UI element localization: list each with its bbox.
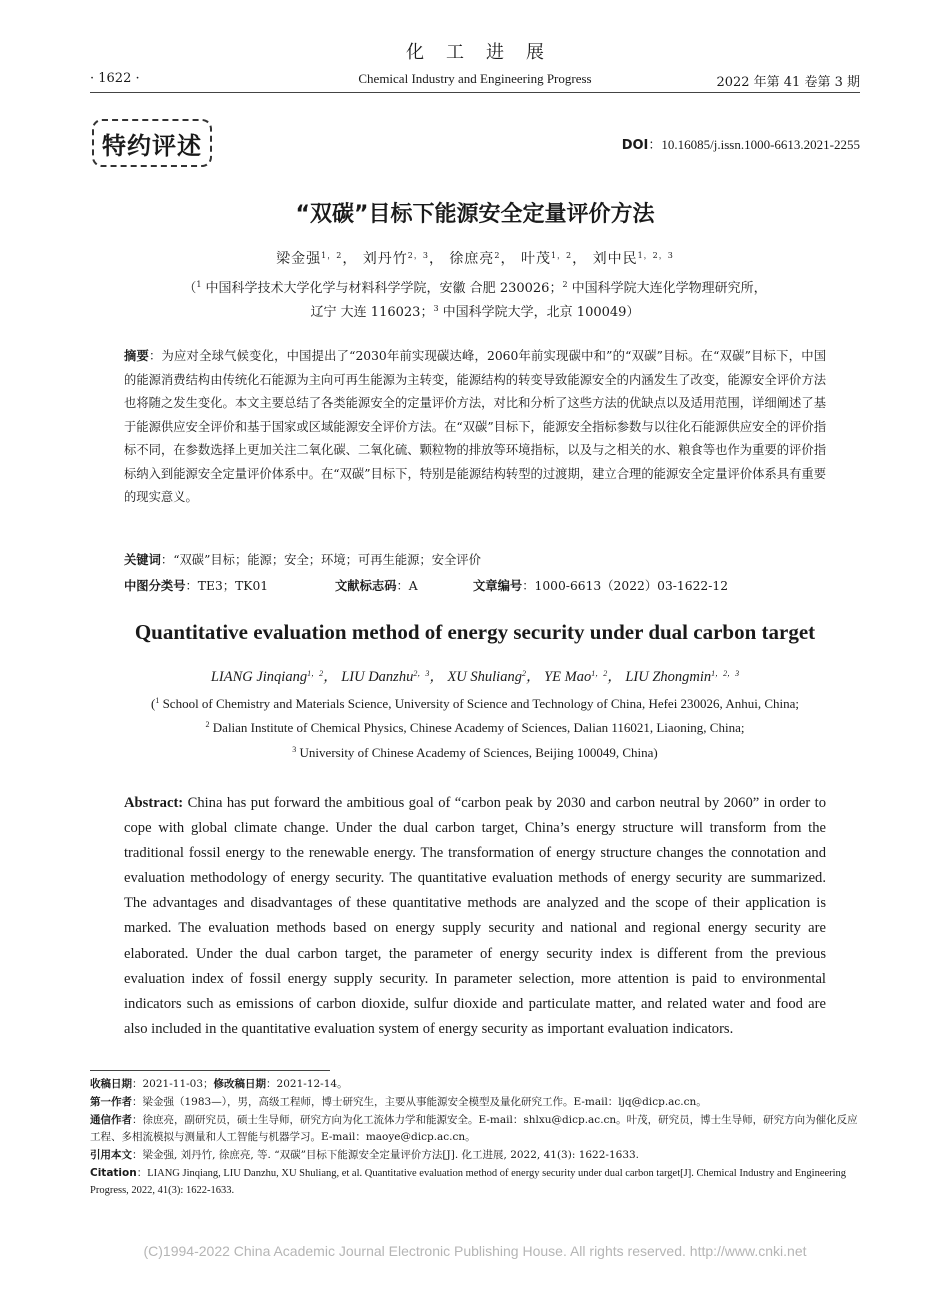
author-sup: 2，3 — [407, 251, 429, 260]
authors-cn — [0, 248, 950, 268]
first-author-label: 第一作者 — [90, 1096, 132, 1108]
author-sup: 1，2 — [307, 669, 324, 678]
affil-text: 辽宁 大连 116023； — [310, 305, 434, 320]
first-author-text: ：梁金强（1983—），男，高级工程师，博士研究生，主要从事能源安全模型及量化研究工作。E-mail：ljq@dicp.ac.cn。 — [132, 1096, 707, 1108]
abstract-cn — [124, 345, 826, 510]
affil-text: 中国科学院大连化学物理研究所， — [567, 281, 767, 296]
clc-label: 中图分类号 — [124, 579, 186, 593]
author-sep: ， — [342, 251, 358, 267]
author-name: 刘中民 — [592, 251, 638, 267]
author-name: 刘丹竹 — [362, 251, 408, 267]
footnote-rule — [90, 1070, 330, 1071]
affiliation-en-line-2 — [0, 720, 950, 736]
abstract-en-label: Abstract: — [124, 795, 184, 811]
document-code — [335, 576, 418, 594]
affil-text: 中国科学院大学，北京 100049） — [438, 305, 640, 320]
cite-cn-text: ：梁金强, 刘丹竹, 徐庶亮, 等. “双碳”目标下能源安全定量评价方法[J]. 化工进展, 2022, 41(3): 1622-1633. — [132, 1149, 640, 1161]
article-title-en: Quantitative evaluation method of energy security under dual carbon target — [134, 620, 816, 644]
affiliation-en-line-1 — [0, 696, 950, 712]
author-name-en: YE Mao — [544, 669, 592, 685]
column-badge: 特约评述 — [92, 119, 212, 167]
author-name: 徐庶亮 — [449, 251, 495, 267]
author-sup: 1，2 — [550, 251, 573, 260]
article-number — [473, 576, 728, 594]
corr-text: ：徐庶亮，副研究员，硕士生导师，研究方向为化工流体力学和能源安全。E-mail：shlxu@dicp.ac.cn。叶茂，研究员，博士生导师，研究方向为催化反应工程、多相流模拟与测量和人工智能与机器学习。E-mail：maoye@dicp.ac.cn。 — [90, 1114, 858, 1143]
cite-cn-label: 引用本文 — [90, 1149, 132, 1161]
revised-text: ：2021-12-14。 — [266, 1078, 348, 1090]
affiliation-cn-line-1 — [0, 277, 950, 296]
affil-sup: 3 — [433, 304, 439, 313]
footnote-dates — [90, 1076, 860, 1093]
footnote-first-author — [90, 1094, 860, 1111]
affil-sup: 1 — [196, 280, 202, 289]
issue-info: 2022 年第 41 卷第 3 期 — [716, 75, 860, 90]
affil-sup: 2 — [205, 720, 210, 729]
affil-text: School of Chemistry and Materials Science, University of Science and Technology of China, Hefei 230026, Anhui, China; — [159, 696, 800, 711]
affil-sup: 1 — [155, 696, 160, 705]
cite-en-text: ：LIANG Jinqiang, LIU Danzhu, XU Shuliang, et al. Quantitative evaluation method of energy security under dual carbon target[J]. Chemical Industry and Engineering Progress, 2022, 41(3): 1622-1633. — [90, 1168, 847, 1196]
author-sep: ， — [572, 251, 588, 267]
author-sep: ， — [607, 669, 622, 685]
author-sup: 1，2，3 — [711, 669, 740, 678]
author-sep: ， — [428, 251, 444, 267]
author-name-en: LIU Zhongmin — [625, 669, 712, 685]
author-sep: ， — [429, 669, 444, 685]
journal-name-cn: 化工进展 — [406, 42, 566, 63]
art-value: ：1000-6613（2022）03-1622-12 — [522, 579, 729, 593]
clc-number — [124, 576, 268, 594]
affiliation-en-line-3 — [0, 745, 950, 761]
affil-text: University of Chinese Academy of Sciences, Beijing 100049, China) — [296, 745, 658, 760]
received-label: 收稿日期 — [90, 1078, 132, 1090]
doc-value: ：A — [396, 579, 418, 593]
author-sup: 1，2 — [321, 251, 343, 260]
author-sup: 2，3 — [413, 669, 430, 678]
author-sep: ， — [525, 669, 541, 685]
article-title-cn: “双碳”目标下能源安全定量评价方法 — [295, 202, 655, 227]
keywords-cn — [124, 550, 481, 568]
keywords-text: ：“双碳”目标；能源；安全；环境；可再生能源；安全评价 — [160, 553, 481, 567]
art-label: 文章编号 — [473, 579, 523, 593]
author-sup: 1，2，3 — [637, 251, 674, 260]
affiliation-cn-line-2 — [0, 301, 950, 320]
doi[interactable] — [622, 134, 860, 153]
doi-value: ：10.16085/j.issn.1000-6613.2021-2255 — [648, 137, 860, 152]
affil-text: （ — [183, 281, 197, 296]
author-sep: ， — [323, 669, 338, 685]
affil-text: ( — [150, 696, 156, 711]
affil-text: Dalian Institute of Chemical Physics, Chinese Academy of Sciences, Dalian 116021, Liaoning, China; — [209, 720, 745, 735]
doc-label: 文献标志码 — [335, 579, 397, 593]
affil-text: 中国科学技术大学化学与材料科学学院，安徽 合肥 230026； — [201, 281, 563, 296]
cite-en-label: Citation — [90, 1167, 137, 1179]
author-sup: 1，2 — [591, 669, 608, 678]
clc-value: ：TE3；TK01 — [185, 579, 269, 593]
received-text: ：2021-11-03； — [132, 1078, 214, 1090]
abstract-cn-label: 摘要 — [124, 349, 150, 363]
footnote-cite-en — [90, 1165, 860, 1199]
affil-sup: 2 — [562, 280, 568, 289]
footnote-corresponding-author — [90, 1112, 860, 1146]
author-sup: 2 — [494, 251, 501, 260]
abstract-en — [124, 791, 826, 1042]
footnote-cite-cn — [90, 1147, 860, 1164]
header-rule — [90, 92, 860, 93]
page-number: · 1622 · — [90, 71, 140, 86]
author-name: 梁金强 — [276, 251, 322, 267]
doi-label: DOI — [621, 138, 649, 153]
author-sep: ， — [500, 251, 516, 267]
affil-sup: 3 — [292, 745, 297, 754]
author-name-en: LIU Danzhu — [341, 669, 414, 685]
abstract-cn-text: ：为应对全球气候变化，中国提出了“2030年前实现碳达峰，2060年前实现碳中和”的“双碳”目标。在“双碳”目标下，中国的能源消费结构由传统化石能源为主向可再生能源为主转变，能源结构的转变导致能源安全的内涵发生了改变，能源安全评价方法也将随之发生变化。本文主要总结了各类能源安全的定量评价方法，对比和分析了这些方法的优缺点以及适用范围，详细阐述了基于能源供应安全评价和基于国家或区域能源安全评价方法。在“双碳”目标下，能源安全指标参数与以往化石能源供应安全的评价指标不同，在参数选择上更加关注二氧化碳、二氧化硫、颗粒物的排放等环境指标，以及与之相关的水、粮食等也作为重要的评价指标纳入到能源安全定量评价体系中。在“双碳”目标下，特别是能源结构转型的过渡期，建立合理的能源安全定量评价体系具有重要的现实意义。 — [124, 349, 826, 504]
keywords-label: 关键词 — [124, 553, 161, 567]
author-name-en: XU Shuliang — [447, 669, 522, 685]
author-name-en: LIANG Jinqiang — [210, 669, 308, 685]
corr-label: 通信作者 — [90, 1114, 132, 1126]
authors-en — [0, 665, 950, 686]
author-name: 叶茂 — [520, 251, 551, 267]
revised-label: 修改稿日期 — [213, 1078, 267, 1090]
copyright-watermark: (C)1994-2022 China Academic Journal Electronic Publishing House. All rights reserved. http://www.cnki.net — [143, 1243, 807, 1259]
author-sup: 2 — [521, 669, 526, 678]
journal-name-en: Chemical Industry and Engineering Progress — [358, 71, 592, 86]
abstract-en-text: China has put forward the ambitious goal of “carbon peak by 2030 and carbon neutral by 2060” in order to cope with global climate change. Under the dual carbon target, China’s energy structure will transform from the traditional fossil energy to the renewable energy. The transformation of energy structure changes the connotation and evaluation methodology of energy security. The quantitative evaluation methods of energy security are summarized. The advantages and disadvantages of these quantitative methods are analyzed and the scope of their application is marked. The evaluation methods based on energy supply security and national and regional energy security are elaborated. Under the dual carbon target, the parameter of energy security index is different from the previous evaluation index of fossil energy supply security. In parameter selection, more attention is paid to environmental indicators such as emissions of carbon dioxide, sulfur dioxide and particulate matter, and related water and food are also included in the quantitative evaluation system of energy security as important evaluation indicators. — [124, 795, 826, 1037]
